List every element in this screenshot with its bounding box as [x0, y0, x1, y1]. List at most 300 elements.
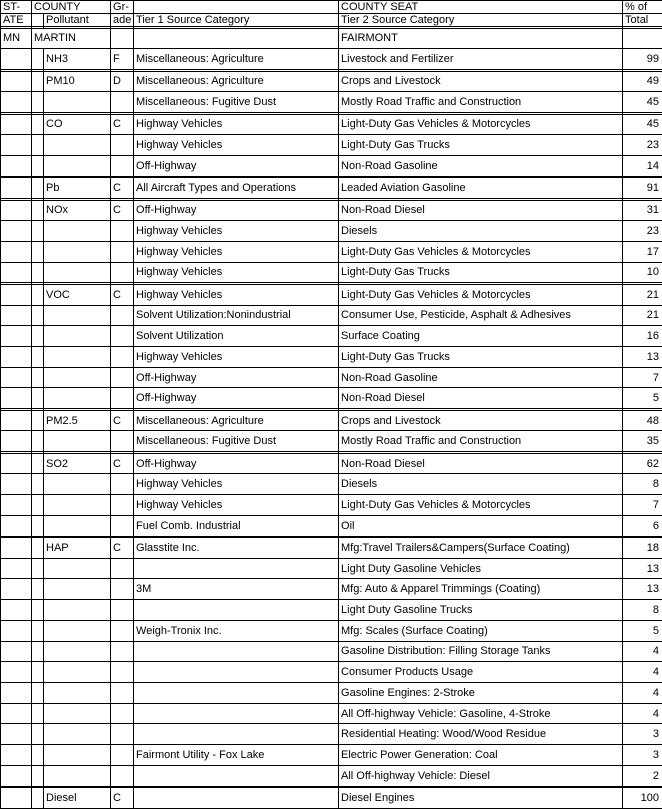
- state-cell: [1, 600, 32, 621]
- pct-cell: 49: [623, 71, 662, 92]
- state-cell: [1, 347, 32, 368]
- table-row: [1, 662, 662, 683]
- pollutant-cell: [44, 558, 111, 579]
- tier2-cell: All Off-highway Vehicle: Diesel: [339, 765, 623, 786]
- table-row: [1, 495, 662, 516]
- pct-cell: 62: [623, 453, 662, 474]
- header-row-2: [1, 14, 662, 27]
- tier2-cell: Consumer Products Usage: [339, 662, 623, 683]
- tier1-cell: Highway Vehicles: [134, 474, 339, 495]
- grade-cell: C: [111, 200, 134, 221]
- table-row: [1, 305, 662, 326]
- grade-cell: [111, 745, 134, 766]
- county-indent-cell: [32, 200, 44, 221]
- tier2-cell: Oil: [339, 515, 623, 536]
- table-row: [1, 135, 662, 156]
- pct-cell: 7: [623, 367, 662, 388]
- table-row: [1, 703, 662, 724]
- table-row: [1, 28, 662, 49]
- pollutant-cell: [44, 683, 111, 704]
- tier2-cell: FAIRMONT: [339, 28, 623, 49]
- table-row: [1, 788, 662, 809]
- pct-cell: 7: [623, 495, 662, 516]
- tier1-cell: Highway Vehicles: [134, 347, 339, 368]
- pct-cell: 14: [623, 155, 662, 176]
- county-indent-cell: [32, 305, 44, 326]
- county-indent-cell: [32, 662, 44, 683]
- tier2-cell: Crops and Livestock: [339, 410, 623, 431]
- county-indent-cell: [32, 431, 44, 452]
- pct-cell: 13: [623, 579, 662, 600]
- state-cell: [1, 765, 32, 786]
- table-row: [1, 620, 662, 641]
- pollutant-cell: [44, 262, 111, 283]
- grade-cell: [111, 28, 134, 49]
- grade-cell: C: [111, 788, 134, 809]
- pollutant-cell: [44, 662, 111, 683]
- header-county-seat: COUNTY SEAT: [339, 1, 623, 14]
- grade-cell: [111, 241, 134, 262]
- tier1-cell: [134, 765, 339, 786]
- tier2-cell: Non-Road Gasoline: [339, 155, 623, 176]
- tier1-cell: Highway Vehicles: [134, 284, 339, 305]
- tier1-cell: [134, 683, 339, 704]
- tier1-cell: Highway Vehicles: [134, 495, 339, 516]
- table-row: [1, 474, 662, 495]
- county-indent-cell: [32, 367, 44, 388]
- state-cell: [1, 515, 32, 536]
- pct-cell: 3: [623, 724, 662, 745]
- tier1-cell: Off-Highway: [134, 155, 339, 176]
- county-indent-cell: [32, 114, 44, 135]
- county-indent-cell: [32, 788, 44, 809]
- tier1-cell: Off-Highway: [134, 200, 339, 221]
- county-indent-cell: [32, 515, 44, 536]
- tier1-cell: Fairmont Utility - Fox Lake: [134, 745, 339, 766]
- state-cell: [1, 241, 32, 262]
- tier2-cell: Non-Road Diesel: [339, 453, 623, 474]
- pct-cell: 4: [623, 703, 662, 724]
- tier1-cell: [134, 724, 339, 745]
- pct-cell: 48: [623, 410, 662, 431]
- grade-cell: [111, 474, 134, 495]
- header-state-top: ST-: [1, 1, 32, 14]
- header-pct-bottom: Total: [623, 14, 662, 27]
- grade-cell: [111, 388, 134, 409]
- grade-cell: [111, 724, 134, 745]
- tier1-cell: Glasstite Inc.: [134, 538, 339, 559]
- tier1-cell: 3M: [134, 579, 339, 600]
- grade-cell: F: [111, 49, 134, 70]
- grade-cell: D: [111, 71, 134, 92]
- pollutant-cell: [44, 221, 111, 242]
- grade-cell: [111, 765, 134, 786]
- table-row: [1, 49, 662, 70]
- grade-cell: [111, 305, 134, 326]
- tier2-cell: Light-Duty Gas Vehicles & Motorcycles: [339, 284, 623, 305]
- grade-cell: [111, 620, 134, 641]
- grade-cell: [111, 703, 134, 724]
- state-cell: [1, 558, 32, 579]
- table-row: [1, 114, 662, 135]
- county-indent-cell: [32, 641, 44, 662]
- tier1-cell: Highway Vehicles: [134, 135, 339, 156]
- grade-cell: C: [111, 284, 134, 305]
- county-indent-cell: [32, 579, 44, 600]
- header-tier1-spacer: [134, 1, 339, 14]
- pollutant-cell: [44, 367, 111, 388]
- state-cell: [1, 703, 32, 724]
- county-indent-cell: [32, 388, 44, 409]
- county-indent-cell: [32, 683, 44, 704]
- state-cell: [1, 683, 32, 704]
- tier2-cell: Light Duty Gasoline Trucks: [339, 600, 623, 621]
- tier1-cell: [134, 662, 339, 683]
- grade-cell: [111, 579, 134, 600]
- tier2-cell: Diesels: [339, 221, 623, 242]
- state-cell: [1, 135, 32, 156]
- pollutant-cell: VOC: [44, 284, 111, 305]
- tier1-cell: Highway Vehicles: [134, 114, 339, 135]
- tier1-cell: [134, 641, 339, 662]
- grade-cell: C: [111, 114, 134, 135]
- pollutant-cell: SO2: [44, 453, 111, 474]
- tier1-cell: Highway Vehicles: [134, 262, 339, 283]
- pct-cell: 100: [623, 788, 662, 809]
- tier2-cell: Mfg: Auto & Apparel Trimmings (Coating): [339, 579, 623, 600]
- tier2-cell: Gasoline Distribution: Filling Storage Tanks: [339, 641, 623, 662]
- pct-cell: 31: [623, 200, 662, 221]
- tier1-cell: [134, 788, 339, 809]
- grade-cell: [111, 262, 134, 283]
- tier1-cell: All Aircraft Types and Operations: [134, 178, 339, 199]
- pct-cell: 16: [623, 326, 662, 347]
- state-cell: [1, 305, 32, 326]
- pct-cell: [623, 28, 662, 49]
- state-cell: [1, 49, 32, 70]
- tier2-cell: Non-Road Diesel: [339, 200, 623, 221]
- pct-cell: 5: [623, 388, 662, 409]
- pct-cell: 21: [623, 284, 662, 305]
- table-row: [1, 724, 662, 745]
- table-row: [1, 71, 662, 92]
- state-cell: [1, 745, 32, 766]
- county-indent-cell: [32, 538, 44, 559]
- tier2-cell: Light-Duty Gas Vehicles & Motorcycles: [339, 114, 623, 135]
- tier2-cell: Light-Duty Gas Vehicles & Motorcycles: [339, 241, 623, 262]
- pct-cell: 13: [623, 347, 662, 368]
- grade-cell: [111, 221, 134, 242]
- tier1-cell: Fuel Comb. Industrial: [134, 515, 339, 536]
- pollutant-cell: [44, 641, 111, 662]
- county-indent-cell: [32, 474, 44, 495]
- grade-cell: [111, 600, 134, 621]
- tier1-cell: [134, 28, 339, 49]
- pct-cell: 8: [623, 600, 662, 621]
- tier2-cell: Light-Duty Gas Trucks: [339, 347, 623, 368]
- grade-cell: [111, 367, 134, 388]
- header-grade-top: Gr-: [111, 1, 134, 14]
- table-row: [1, 683, 662, 704]
- pct-cell: 8: [623, 474, 662, 495]
- table-row: [1, 284, 662, 305]
- tier2-cell: All Off-highway Vehicle: Gasoline, 4-Stroke: [339, 703, 623, 724]
- state-cell: [1, 262, 32, 283]
- pollutant-cell: [44, 474, 111, 495]
- pollutant-cell: [44, 347, 111, 368]
- county-indent-cell: [32, 241, 44, 262]
- grade-cell: C: [111, 178, 134, 199]
- tier1-cell: Miscellaneous: Agriculture: [134, 71, 339, 92]
- table-row: [1, 515, 662, 536]
- tier1-cell: Miscellaneous: Fugitive Dust: [134, 92, 339, 113]
- grade-cell: [111, 641, 134, 662]
- pollutant-cell: [44, 600, 111, 621]
- pollutant-cell: [44, 241, 111, 262]
- pollutant-cell: Diesel: [44, 788, 111, 809]
- pollutant-cell: NH3: [44, 49, 111, 70]
- tier1-cell: Solvent Utilization:Nonindustrial: [134, 305, 339, 326]
- pct-cell: 5: [623, 620, 662, 641]
- tier2-cell: Gasoline Engines: 2-Stroke: [339, 683, 623, 704]
- grade-cell: [111, 347, 134, 368]
- pollutant-cell: NOx: [44, 200, 111, 221]
- tier2-cell: Diesels: [339, 474, 623, 495]
- tier1-cell: Miscellaneous: Agriculture: [134, 49, 339, 70]
- table-row: [1, 155, 662, 176]
- tier1-cell: Highway Vehicles: [134, 221, 339, 242]
- pollutant-cell: [44, 745, 111, 766]
- county-indent-cell: [32, 703, 44, 724]
- tier2-cell: Mfg: Scales (Surface Coating): [339, 620, 623, 641]
- pollutant-cell: [44, 495, 111, 516]
- state-cell: [1, 410, 32, 431]
- header-tier2: Tier 2 Source Category: [339, 14, 623, 27]
- county-indent-cell: [32, 410, 44, 431]
- pct-cell: 3: [623, 745, 662, 766]
- state-cell: [1, 641, 32, 662]
- table-row: [1, 221, 662, 242]
- header-pct-top: % of: [623, 1, 662, 14]
- pct-cell: 35: [623, 431, 662, 452]
- tier1-cell: Solvent Utilization: [134, 326, 339, 347]
- county-cell: MARTIN: [32, 28, 111, 49]
- header-grade-bottom: ade: [111, 14, 134, 27]
- tier1-cell: [134, 600, 339, 621]
- grade-cell: [111, 155, 134, 176]
- county-indent-cell: [32, 49, 44, 70]
- header-pollutant: Pollutant: [44, 14, 111, 27]
- tier2-cell: Residential Heating: Wood/Wood Residue: [339, 724, 623, 745]
- state-cell: [1, 200, 32, 221]
- pollutant-cell: [44, 620, 111, 641]
- table-row: [1, 178, 662, 199]
- pollutant-cell: [44, 515, 111, 536]
- tier2-cell: Non-Road Diesel: [339, 388, 623, 409]
- state-cell: [1, 221, 32, 242]
- pollutant-cell: [44, 92, 111, 113]
- tier2-cell: Electric Power Generation: Coal: [339, 745, 623, 766]
- grade-cell: [111, 558, 134, 579]
- pct-cell: 45: [623, 92, 662, 113]
- pollutant-cell: [44, 135, 111, 156]
- county-indent-cell: [32, 92, 44, 113]
- state-cell: [1, 579, 32, 600]
- pct-cell: 10: [623, 262, 662, 283]
- county-indent-cell: [32, 155, 44, 176]
- state-cell: [1, 788, 32, 809]
- county-indent-cell: [32, 765, 44, 786]
- pct-cell: 99: [623, 49, 662, 70]
- header-row-1: [1, 1, 662, 14]
- grade-cell: [111, 495, 134, 516]
- tier1-cell: Highway Vehicles: [134, 241, 339, 262]
- tier2-cell: Consumer Use, Pesticide, Asphalt & Adhesives: [339, 305, 623, 326]
- table-row: [1, 410, 662, 431]
- table-row: [1, 262, 662, 283]
- pollutant-cell: [44, 155, 111, 176]
- tier1-cell: Miscellaneous: Fugitive Dust: [134, 431, 339, 452]
- county-indent-cell: [32, 724, 44, 745]
- tier2-cell: Non-Road Gasoline: [339, 367, 623, 388]
- state-cell: MN: [1, 28, 32, 49]
- county-indent-cell: [32, 262, 44, 283]
- county-indent-cell: [32, 620, 44, 641]
- state-cell: [1, 326, 32, 347]
- table-row: [1, 641, 662, 662]
- state-cell: [1, 92, 32, 113]
- pct-cell: 6: [623, 515, 662, 536]
- tier2-cell: Livestock and Fertilizer: [339, 49, 623, 70]
- grade-cell: [111, 431, 134, 452]
- state-cell: [1, 620, 32, 641]
- state-cell: [1, 155, 32, 176]
- county-indent-cell: [32, 71, 44, 92]
- tier2-cell: Surface Coating: [339, 326, 623, 347]
- pollutant-cell: [44, 388, 111, 409]
- tier2-cell: Crops and Livestock: [339, 71, 623, 92]
- pct-cell: 23: [623, 221, 662, 242]
- pollutant-cell: PM10: [44, 71, 111, 92]
- table-row: [1, 92, 662, 113]
- county-indent-cell: [32, 453, 44, 474]
- table-row: [1, 765, 662, 786]
- tier2-cell: Light Duty Gasoline Vehicles: [339, 558, 623, 579]
- pct-cell: 4: [623, 641, 662, 662]
- tier2-cell: Mfg:Travel Trailers&Campers(Surface Coating): [339, 538, 623, 559]
- state-cell: [1, 178, 32, 199]
- pct-cell: 2: [623, 765, 662, 786]
- grade-cell: [111, 662, 134, 683]
- state-cell: [1, 538, 32, 559]
- tier2-cell: Light-Duty Gas Trucks: [339, 135, 623, 156]
- pct-cell: 45: [623, 114, 662, 135]
- table-row: [1, 600, 662, 621]
- pct-cell: 4: [623, 683, 662, 704]
- state-cell: [1, 495, 32, 516]
- grade-cell: [111, 135, 134, 156]
- grade-cell: C: [111, 538, 134, 559]
- county-indent-cell: [32, 347, 44, 368]
- table-row: [1, 745, 662, 766]
- pct-cell: 21: [623, 305, 662, 326]
- table-row: [1, 367, 662, 388]
- header-county-indent: [32, 14, 44, 27]
- table-row: [1, 538, 662, 559]
- county-indent-cell: [32, 178, 44, 199]
- state-cell: [1, 474, 32, 495]
- header-tier1: Tier 1 Source Category: [134, 14, 339, 27]
- county-indent-cell: [32, 326, 44, 347]
- county-indent-cell: [32, 745, 44, 766]
- state-cell: [1, 724, 32, 745]
- grade-cell: [111, 326, 134, 347]
- header-county: COUNTY: [32, 1, 111, 14]
- table-row: [1, 431, 662, 452]
- table-row: [1, 579, 662, 600]
- table-row: [1, 200, 662, 221]
- state-cell: [1, 71, 32, 92]
- pollutant-cell: PM2.5: [44, 410, 111, 431]
- pct-cell: 4: [623, 662, 662, 683]
- pollutant-cell: CO: [44, 114, 111, 135]
- pollutant-cell: [44, 579, 111, 600]
- state-cell: [1, 388, 32, 409]
- pct-cell: 91: [623, 178, 662, 199]
- state-cell: [1, 114, 32, 135]
- tier2-cell: Mostly Road Traffic and Construction: [339, 92, 623, 113]
- tier1-cell: Off-Highway: [134, 388, 339, 409]
- county-indent-cell: [32, 284, 44, 305]
- pollutant-cell: [44, 326, 111, 347]
- pct-cell: 23: [623, 135, 662, 156]
- tier2-cell: Light-Duty Gas Trucks: [339, 262, 623, 283]
- table-row: [1, 241, 662, 262]
- grade-cell: [111, 92, 134, 113]
- grade-cell: [111, 683, 134, 704]
- pollutant-cell: Pb: [44, 178, 111, 199]
- state-cell: [1, 367, 32, 388]
- pollutant-cell: [44, 765, 111, 786]
- table-row: [1, 558, 662, 579]
- county-indent-cell: [32, 600, 44, 621]
- table-row: [1, 347, 662, 368]
- pct-cell: 18: [623, 538, 662, 559]
- pollutant-cell: HAP: [44, 538, 111, 559]
- grade-cell: C: [111, 453, 134, 474]
- tier1-cell: Weigh-Tronix Inc.: [134, 620, 339, 641]
- tier2-cell: Light-Duty Gas Vehicles & Motorcycles: [339, 495, 623, 516]
- table-body: [1, 27, 662, 809]
- state-cell: [1, 431, 32, 452]
- table-row: [1, 326, 662, 347]
- tier2-cell: Diesel Engines: [339, 788, 623, 809]
- pollutant-cell: [44, 305, 111, 326]
- tier2-cell: Leaded Aviation Gasoline: [339, 178, 623, 199]
- county-indent-cell: [32, 558, 44, 579]
- tier1-cell: [134, 558, 339, 579]
- pollutant-cell: [44, 724, 111, 745]
- header-state-bottom: ATE: [1, 14, 32, 27]
- tier1-cell: Off-Highway: [134, 367, 339, 388]
- state-cell: [1, 453, 32, 474]
- pct-cell: 13: [623, 558, 662, 579]
- tier1-cell: Miscellaneous: Agriculture: [134, 410, 339, 431]
- state-cell: [1, 284, 32, 305]
- state-cell: [1, 662, 32, 683]
- tier1-cell: Off-Highway: [134, 453, 339, 474]
- tier1-cell: [134, 703, 339, 724]
